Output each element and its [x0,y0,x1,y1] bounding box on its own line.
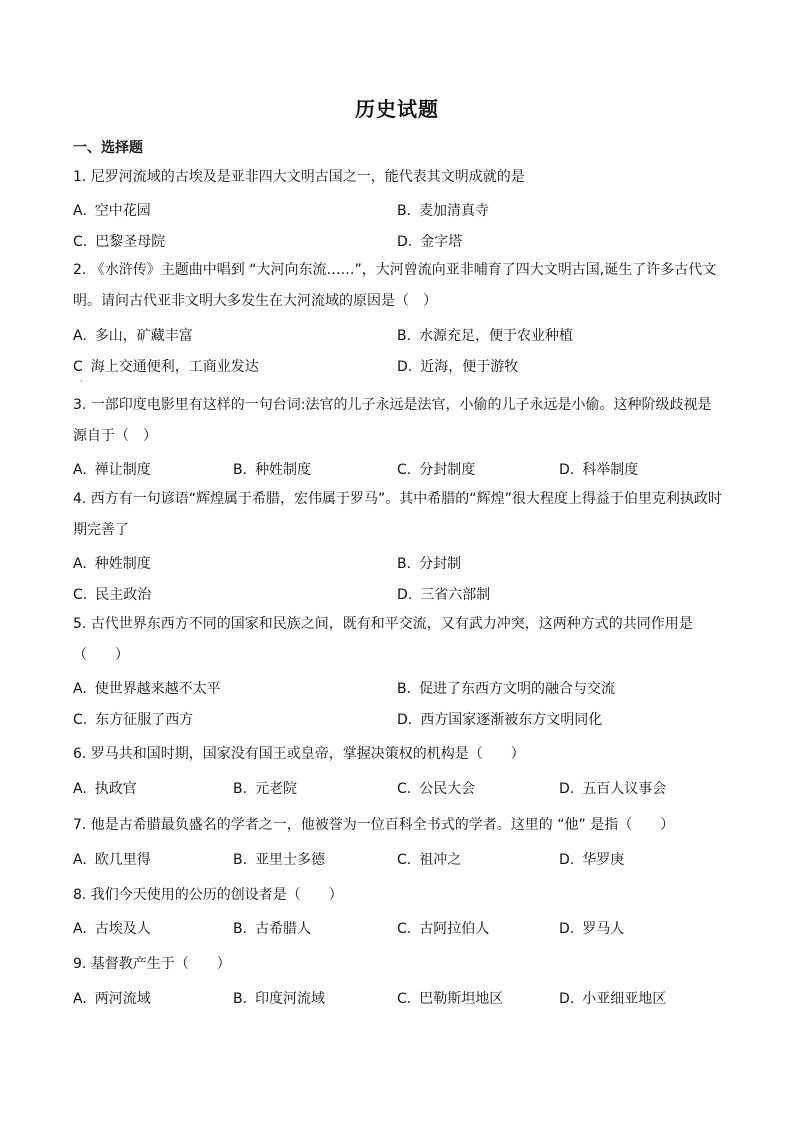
question-8-option-a [73,918,151,938]
question-2-stem: 2. 《水浒传》主题曲中唱到 “大河向东流……”，大河曾流向亚非哺育了四大文明古国,诞生了许多古代文明。请问古代亚非文明大多发生在大河流域的原因是（ ） [73,262,717,309]
option-letter: C. [397,852,412,868]
option-letter: D. [559,781,575,797]
question-5-option-a [73,678,221,698]
option-letter: C. [73,712,88,728]
option-text: 近海，便于游牧 [420,359,519,375]
option-text: 麦加清真寺 [419,203,490,219]
question-8-stem: 8. 我们今天使用的公历的创设者是（ ） [73,887,343,903]
option-text: 空中花园 [94,203,151,219]
question-6-option-b [233,778,297,798]
option-text: 元老院 [255,781,298,797]
option-letter: B. [397,556,412,572]
question-4-option-b [397,553,461,573]
option-text: 科举制度 [582,462,639,478]
option-letter: A. [73,681,87,697]
option-letter: A. [73,781,87,797]
question-9-option-c [397,988,503,1008]
question-2-option-d [397,356,518,376]
question-8-option-c [397,918,489,938]
question-5-stem: 5. 古代世界东西方不同的国家和民族之间，既有和平交流，又有武力冲突，这两种方式的共同作用是（ ） [73,616,693,663]
option-letter: B. [233,781,248,797]
question-6-option-d [559,778,666,798]
question-2-option-b [397,325,573,345]
option-letter: B. [233,921,248,937]
option-text: 祖冲之 [419,852,462,868]
option-letter: D. [559,991,575,1007]
option-letter: C. [397,921,412,937]
option-letter: D. [397,234,413,250]
question-1-option-b [397,200,489,220]
question-9-option-b [233,988,325,1008]
option-text: 印度河流域 [255,991,326,1007]
question-4-stem: 4. 西方有一句谚语“辉煌属于希腊，宏伟属于罗马”。其中希腊的“辉煌”很大程度上得益于伯里克利执政时期完善了 [73,491,722,538]
question-7-option-d [559,849,624,869]
option-letter: C. [73,587,88,603]
option-text: 海上交通便利，工商业发达 [90,359,259,375]
option-text: 小亚细亚地区 [582,991,667,1007]
option-text: 巴勒斯坦地区 [419,991,504,1007]
option-letter: A. [73,328,87,344]
option-letter: D. [397,712,413,728]
question-9-option-a [73,988,151,1008]
question-3-stem: 3. 一部印度电影里有这样的一句台词:法官的儿子永远是法官，小偷的儿子永远是小偷。这种阶级歧视是源自于（ ） [73,397,712,444]
option-text: 亚里士多德 [255,852,326,868]
option-letter: D. [559,852,575,868]
question-1-stem: 1. 尼罗河流域的古埃及是亚非四大文明古国之一，能代表其文明成就的是 [73,169,525,185]
question-5-option-b [397,678,615,698]
option-letter: C. [397,781,412,797]
question-5-option-c [73,709,193,729]
question-6-option-c [397,778,475,798]
question-7-option-c [397,849,461,869]
option-text: 多山，矿藏丰富 [94,328,193,344]
question-1-option-a [73,200,151,220]
option-letter: A. [73,462,87,478]
option-text: 种姓制度 [255,462,312,478]
option-letter: B. [397,203,412,219]
option-text: 分封制度 [419,462,476,478]
option-text: 种姓制度 [94,556,151,572]
option-text: 欧几里得 [94,852,151,868]
option-text: 金字塔 [420,234,463,250]
question-1-option-c [73,231,165,251]
question-3-option-c [397,459,475,479]
option-text: 五百人议事会 [582,781,667,797]
option-text: 公民大会 [419,781,476,797]
question-4-option-a [73,553,151,573]
question-6-option-a [73,778,137,798]
question-3-option-a [73,459,151,479]
option-text: 古埃及人 [94,921,151,937]
option-text: 华罗庚 [582,852,625,868]
option-text: 三省六部制 [420,587,491,603]
option-text: 两河流域 [94,991,151,1007]
option-letter: B. [233,462,248,478]
question-6-stem: 6. 罗马共和国时期，国家没有国王或皇帝，掌握决策权的机构是（ ） [73,746,525,762]
question-4-option-c [73,584,151,604]
option-text: 东方征服了西方 [95,712,194,728]
section-heading: 一、选择题 [73,140,143,156]
option-letter: C. [397,991,412,1007]
option-text: 使世界越来越不太平 [94,681,221,697]
option-text: 禅让制度 [94,462,151,478]
option-text: 水源充足，便于农业种植 [419,328,574,344]
option-letter: A. [73,852,87,868]
question-2-option-a [73,325,193,345]
option-text: 民主政治 [95,587,152,603]
option-letter: C. [73,234,88,250]
question-9-stem: 9. 基督教产生于（ ） [73,956,231,972]
option-text: 执政官 [94,781,137,797]
option-text: 古阿拉伯人 [419,921,490,937]
option-letter: D. [397,587,413,603]
question-3-option-d [559,459,638,479]
option-letter: C [73,359,83,375]
stray-mark: · [80,377,83,386]
option-letter: A. [73,556,87,572]
page-title: 历史试题 [355,97,439,121]
option-letter: B. [233,852,248,868]
option-letter: D. [397,359,413,375]
option-letter: B. [397,681,412,697]
option-letter: B. [397,328,412,344]
option-text: 促进了东西方文明的融合与交流 [419,681,616,697]
question-7-option-b [233,849,325,869]
option-text: 罗马人 [582,921,625,937]
option-text: 分封制 [419,556,462,572]
question-2-option-c [73,356,259,376]
question-7-stem: 7. 他是古希腊最负盛名的学者之一，他被誉为一位百科全书式的学者。这里的 “他” 是指（ ） [73,817,675,833]
question-4-option-d [397,584,490,604]
option-text: 巴黎圣母院 [95,234,166,250]
question-7-option-a [73,849,151,869]
question-1-option-d [397,231,462,251]
question-8-option-b [233,918,311,938]
question-3-option-b [233,459,311,479]
question-9-option-d [559,988,666,1008]
option-letter: B. [233,991,248,1007]
question-5-option-d [397,709,602,729]
option-letter: A. [73,921,87,937]
option-letter: C. [397,462,412,478]
option-letter: D. [559,462,575,478]
option-text: 古希腊人 [255,921,312,937]
option-letter: D. [559,921,575,937]
option-letter: A. [73,991,87,1007]
option-letter: A. [73,203,87,219]
question-8-option-d [559,918,624,938]
option-text: 西方国家逐渐被东方文明同化 [420,712,603,728]
